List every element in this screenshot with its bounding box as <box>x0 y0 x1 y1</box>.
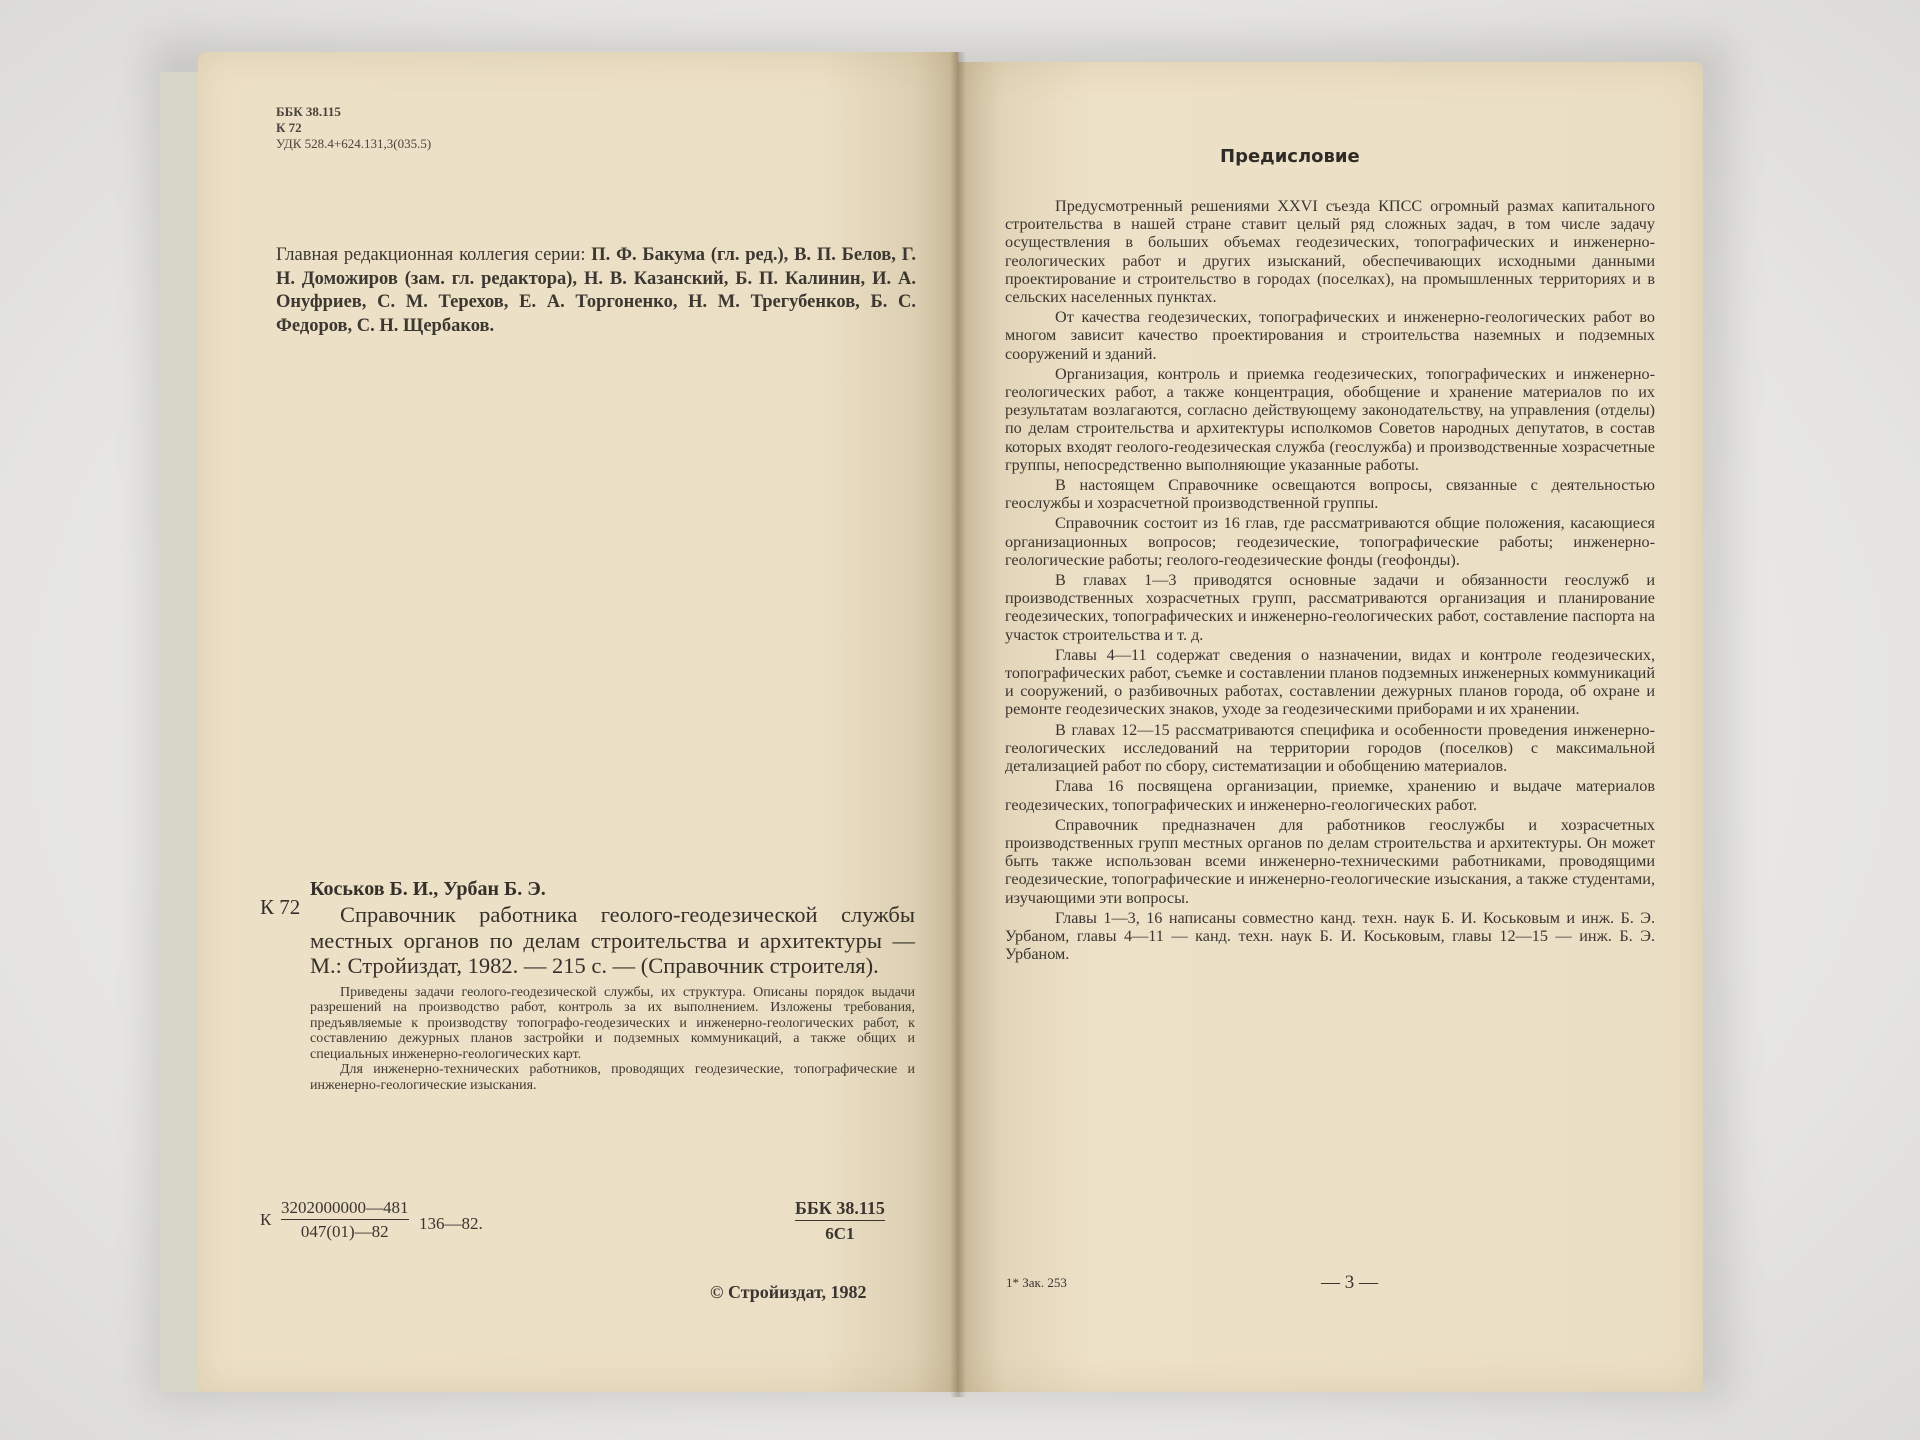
price-code-fraction <box>281 1198 409 1242</box>
editorial-board <box>276 244 916 338</box>
bbk-bottom-code: ББК 38.115 <box>795 1198 885 1221</box>
preface-paragraph: Главы 4—11 содержат сведения о назначении, видах и контроле геодезических, топографических работ, съемке и составлении планов подземных инженерных коммуникаций и сооружений, о разбивочных работах, составлении дежурных планов города, об охране и ремонте геодезических знаков, уходе за геодезическими приборами и их хранении. <box>1005 645 1655 719</box>
catalog-title: Справочник работника геолого-геодезической службы местных органов по делам строительства и архитектуры — М.: Стройиздат, 1982. — 215 с. — (Справочник строителя). <box>310 902 915 978</box>
bbk-header <box>276 104 431 152</box>
preface-paragraph: Глава 16 посвящена организации, приемке, хранению и выдаче материалов геодезических, топографических и инженерно-геологических работ. <box>1005 777 1655 814</box>
catalog-letter-code: К 72 <box>276 120 302 135</box>
left-page <box>198 52 958 1392</box>
catalog-audience: Для инженерно-технических работников, проводящих геодезические, топографические и инженерно-геологические изыскания. <box>310 1062 915 1093</box>
price-code-numerator: 3202000000—481 <box>281 1198 409 1220</box>
preface-paragraph: Справочник предназначен для работников геослужбы и хозрасчетных производственных групп местных органов по делам строительства и архитектуры. Он может быть также использован всеми инженерно-техническими работниками, проводящими геодезические, топографические и инженерно-геологические изыскания, а также студентами, изучающими эти вопросы. <box>1005 815 1655 907</box>
udk-code: УДК 528.4+624.131,3(035.5) <box>276 136 432 151</box>
preface-paragraph: Главы 1—3, 16 написаны совместно канд. техн. наук Б. И. Коськовым и инж. Б. Э. Урбаном, главы 4—11 — канд. техн. наук Б. И. Коськовым, главы 12—15 — инж. Б. Э. Урбаном. <box>1005 908 1655 964</box>
preface-heading: Предисловие <box>1220 146 1360 167</box>
catalog-authors: Коськов Б. И., Урбан Б. Э. <box>310 878 546 900</box>
preface-paragraph: От качества геодезических, топографических и инженерно-геологических работ во многом зависит качество проектирования и строительства наземных и подземных сооружений и зданий. <box>1005 308 1655 363</box>
bbk-bottom <box>795 1198 885 1244</box>
preface-body <box>1005 197 1655 965</box>
right-page <box>958 62 1703 1392</box>
price-code-suffix: 136—82. <box>419 1214 483 1233</box>
preface-paragraph: В главах 12—15 рассматриваются специфика и особенности проведения инженерно-геологических исследований на территории городов (поселков) с максимальной детализацией работ по сбору, систематизации и обобщению материалов. <box>1005 720 1655 776</box>
preface-paragraph: Организация, контроль и приемка геодезических, топографических и инженерно-геологических работ, а также концентрация, обобщение и хранение материалов по их результатам возлагаются, согласно действующему законодательству, на управления (отделы) по делам строительства и архитектуры исполкомов Советов народных депутатов, в состав которых входят геолого-геодезическая служба (геослужба) и производственные хозрасчетные группы, непосредственно выполняющие указанные работы. <box>1005 364 1655 474</box>
editorial-board-names: П. Ф. Бакума (гл. ред.), В. П. Белов, Г. Н. Доможиров (зам. гл. редактора), Н. В. Казанский, Б. П. Калинин, И. А. Онуфриев, С. М. Терехов, Е. А. Торгоненко, Н. М. Трегубенков, Б. С. Федоров, С. Н. Щербаков. <box>276 245 917 336</box>
preface-paragraph: В главах 1—3 приводятся основные задачи и обязанности геослужб и производственных хозрасчетных групп, рассматриваются организация и планирование геодезических, топографических и инженерно-геологических работ, составление паспорта на участок строительства и т. д. <box>1005 571 1655 644</box>
preface-paragraph: Предусмотренный решениями XXVI съезда КПСС огромный размах капитального строительства в нашей стране ставит целый ряд сложных задач, в том числе задачу осуществления в больших объемах геодезических, топографических и инженерно-геологических работ и других изысканий, обеспечивающих исходными данными проектирование и строительство в городах (поселках), на промышленных территориях и в сельских населенных пунктах. <box>1005 197 1655 307</box>
catalog-annotation: Приведены задачи геолого-геодезической службы, их структура. Описаны порядок выдачи разрешений на производство работ, контроль за их выполнением. Изложены требования, предъявляемые к производству топографо-геодезических и инженерно-геологических работ, к составлению дежурных планов застройки и подземных коммуникаций, а также общих и специальных инженерно-геологических карт. <box>310 984 915 1062</box>
bbk-bottom-sub: 6С1 <box>825 1224 855 1243</box>
editorial-board-label: Главная редакционная коллегия серии: <box>276 245 586 265</box>
preface-paragraph: В настоящем Справочнике освещаются вопросы, связанные с деятельностью геослужбы и хозрасчетной производственной группы. <box>1005 476 1655 513</box>
printing-order-note: 1* Зак. 253 <box>1006 1275 1067 1290</box>
page-number: — 3 — <box>1321 1272 1378 1293</box>
catalog-code: К 72 <box>260 895 301 919</box>
preface-paragraph: Справочник состоит из 16 глав, где рассматриваются общие положения, касающиеся организационных вопросов; геодезические, топографические работы; инженерно-геологические работы; геолого-геодезические фонды (геофонды). <box>1005 514 1655 569</box>
copyright-line: © Стройиздат, 1982 <box>710 1282 867 1302</box>
book-spine <box>950 52 966 1397</box>
price-code-letter: К <box>260 1210 272 1229</box>
bbk-code: ББК 38.115 <box>276 104 341 119</box>
price-code-denominator: 047(01)—82 <box>300 1222 389 1241</box>
catalog-entry <box>310 877 915 1093</box>
